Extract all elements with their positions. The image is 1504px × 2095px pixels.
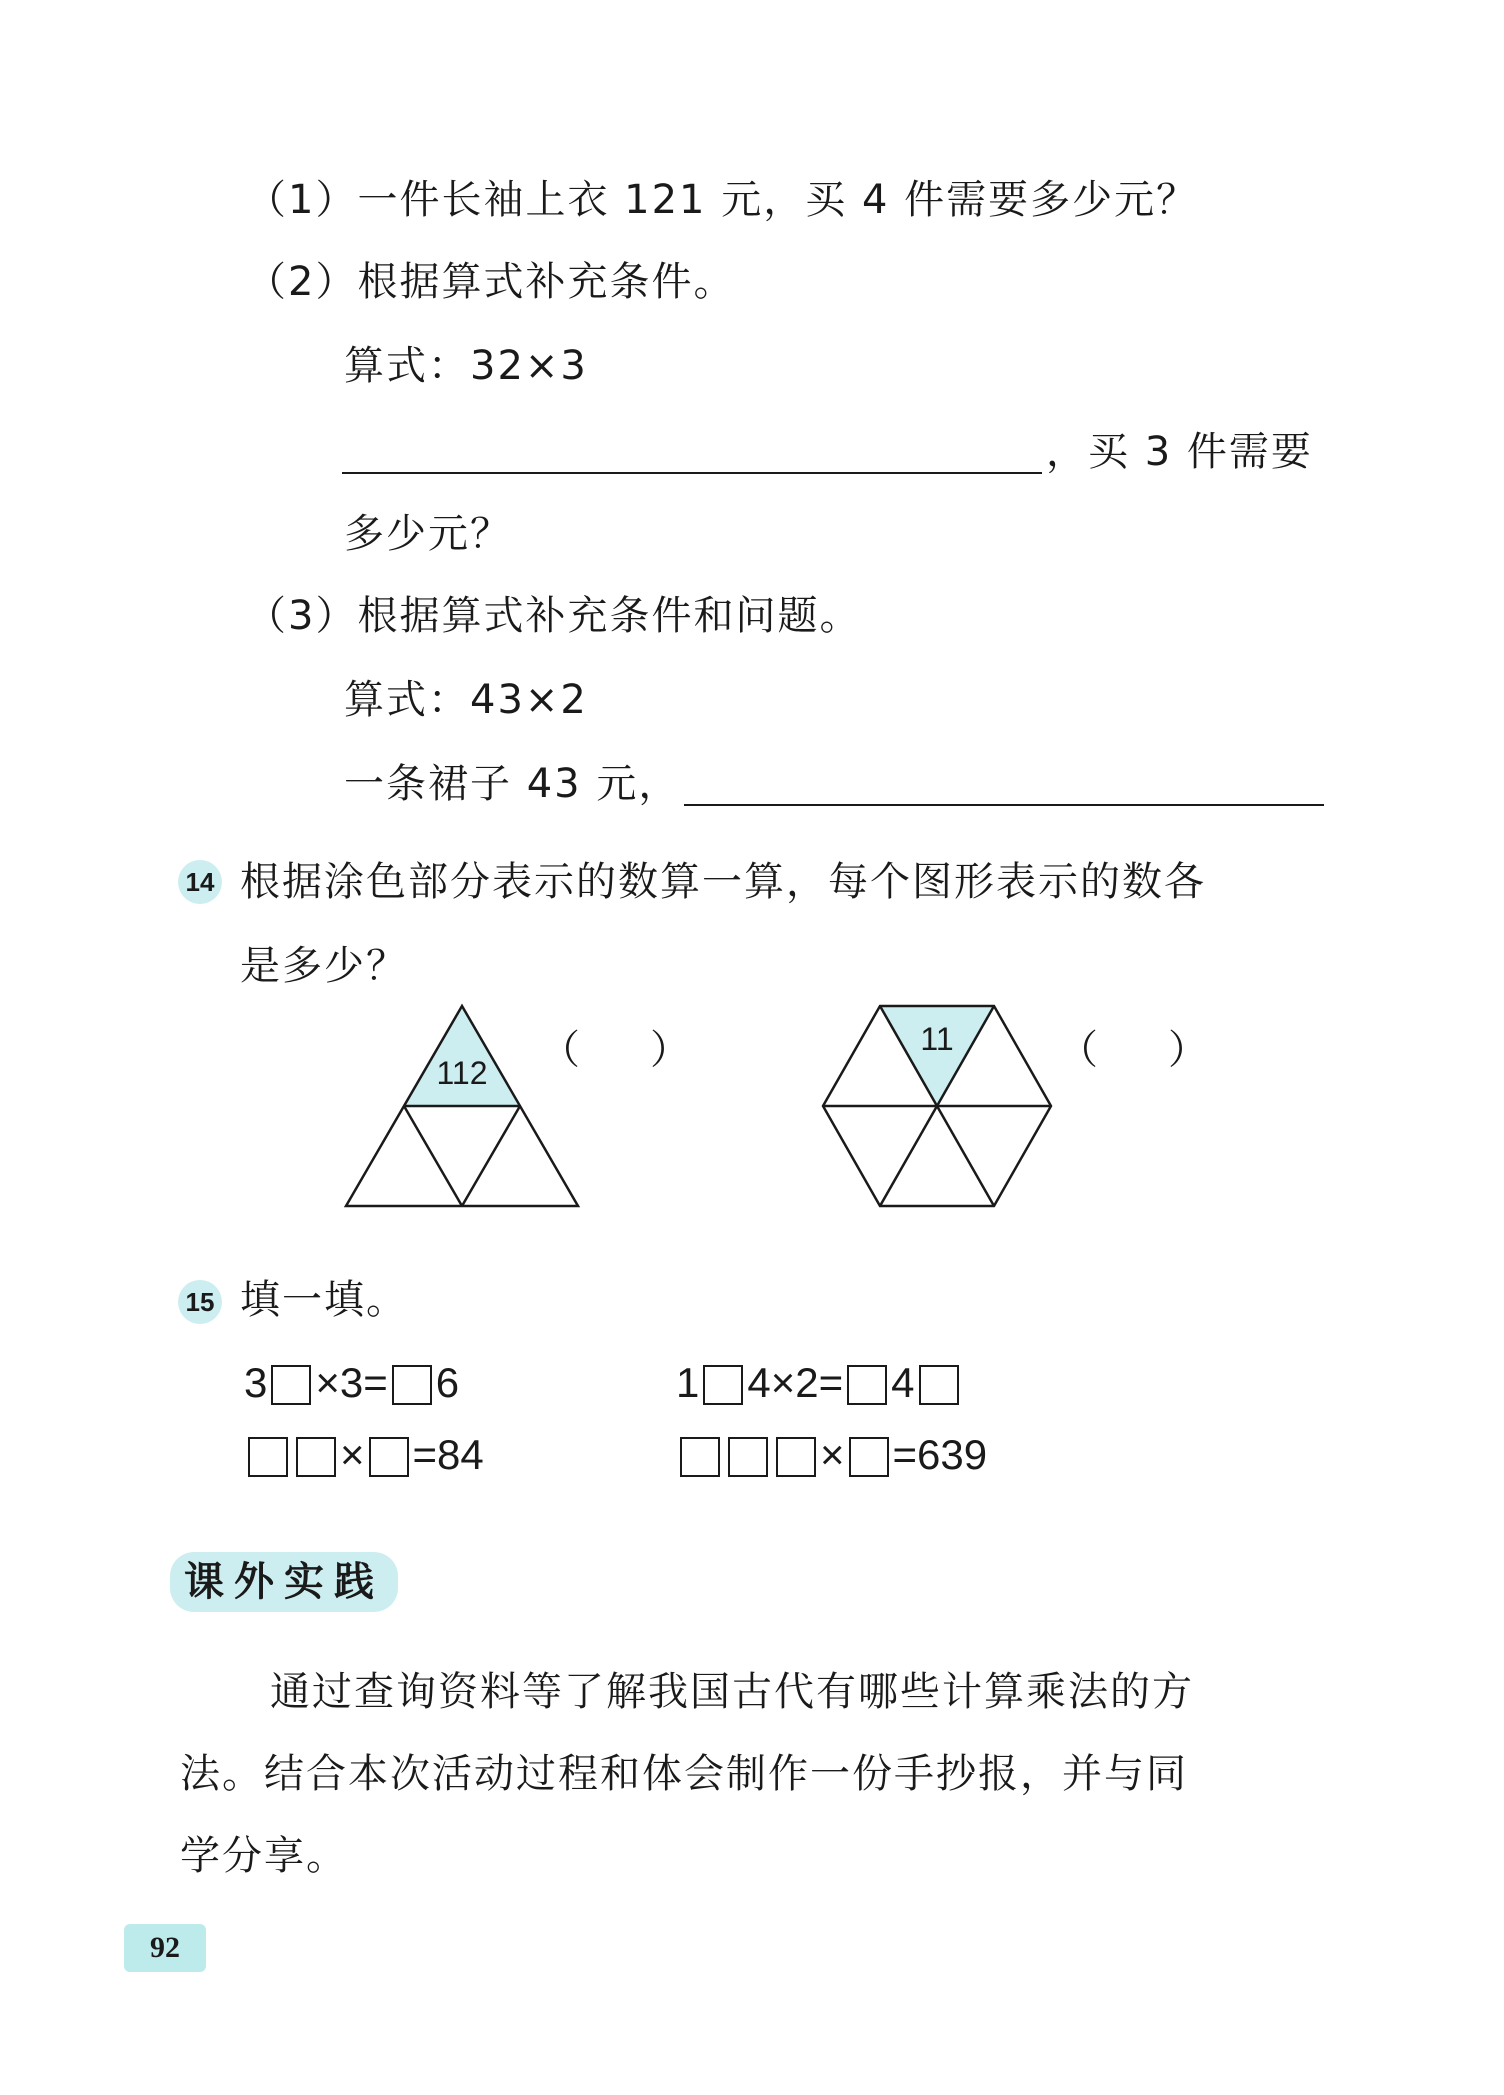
eq-result: =639: [892, 1431, 988, 1478]
practice-line2: 法。结合本次活动过程和体会制作一份手抄报，并与同: [180, 1751, 1188, 1797]
q15-title: 填一填。: [240, 1277, 408, 1323]
q15-equation-2a: [244, 1430, 484, 1480]
eq-result: =84: [412, 1431, 484, 1478]
page-number: 92: [124, 1924, 206, 1972]
triangle-answer-paren-right: ）: [650, 1027, 690, 1073]
answer-box[interactable]: [271, 1365, 311, 1405]
answer-box[interactable]: [703, 1365, 743, 1405]
answer-box[interactable]: [680, 1437, 720, 1477]
triangle-answer-slot[interactable]: [590, 1026, 650, 1074]
q13-part1: （1）一件长袖上衣 121 元，买 4 件需要多少元？: [246, 177, 1199, 223]
q13-part3-formula: 算式：43×2: [344, 677, 588, 723]
q14-text-line2: 是多少？: [240, 943, 408, 989]
answer-box[interactable]: [919, 1365, 959, 1405]
hexagon-value: 11: [920, 1021, 954, 1057]
eq-op: 4×2=: [747, 1359, 844, 1406]
q14-number-badge: 14: [178, 860, 222, 904]
triangle-answer-paren-left: （: [540, 1027, 580, 1073]
q15-equation-1b: [676, 1358, 963, 1408]
q13-part2: （2）根据算式补充条件。: [246, 259, 736, 305]
answer-box[interactable]: [776, 1437, 816, 1477]
eq-digit: 1: [676, 1359, 700, 1406]
eq-digit: 6: [435, 1359, 460, 1406]
eq-digit: 3: [244, 1359, 268, 1406]
hexagon-figure: [823, 1006, 1051, 1206]
triangle-value: 112: [436, 1055, 488, 1091]
eq-op: ×: [340, 1431, 365, 1478]
q13-part2-tail: ，买 3 件需要: [1046, 429, 1313, 475]
q15-equation-1a: [244, 1358, 459, 1408]
triangle-inner-line: [462, 1106, 520, 1206]
answer-box[interactable]: [849, 1437, 889, 1477]
answer-box[interactable]: [296, 1437, 336, 1477]
eq-digit: 4: [891, 1359, 915, 1406]
practice-line3: 学分享。: [180, 1833, 348, 1879]
answer-box[interactable]: [847, 1365, 887, 1405]
q15-equation-2b: [676, 1430, 987, 1480]
q13-part3-line: 一条裙子 43 元，: [344, 761, 681, 807]
eq-op: ×: [820, 1431, 845, 1478]
answer-box[interactable]: [728, 1437, 768, 1477]
hexagon-answer-slot[interactable]: [1108, 1026, 1168, 1074]
practice-title: 课外实践: [170, 1552, 398, 1612]
answer-box[interactable]: [248, 1437, 288, 1477]
hexagon-answer-paren-left: （: [1058, 1027, 1098, 1073]
answer-box[interactable]: [392, 1365, 432, 1405]
q13-part2-formula: 算式：32×3: [344, 343, 588, 389]
q15-number-badge: 15: [178, 1280, 222, 1324]
eq-op: ×3=: [315, 1359, 388, 1406]
practice-line1: 通过查询资料等了解我国古代有哪些计算乘法的方: [270, 1669, 1194, 1715]
hexagon-answer-paren-right: ）: [1168, 1027, 1208, 1073]
triangle-inner-line: [404, 1106, 462, 1206]
q14-text-line1: 根据涂色部分表示的数算一算，每个图形表示的数各: [240, 859, 1206, 905]
q13-part3: （3）根据算式补充条件和问题。: [246, 593, 862, 639]
answer-box[interactable]: [369, 1437, 409, 1477]
q13-part2-end: 多少元？: [344, 511, 512, 557]
